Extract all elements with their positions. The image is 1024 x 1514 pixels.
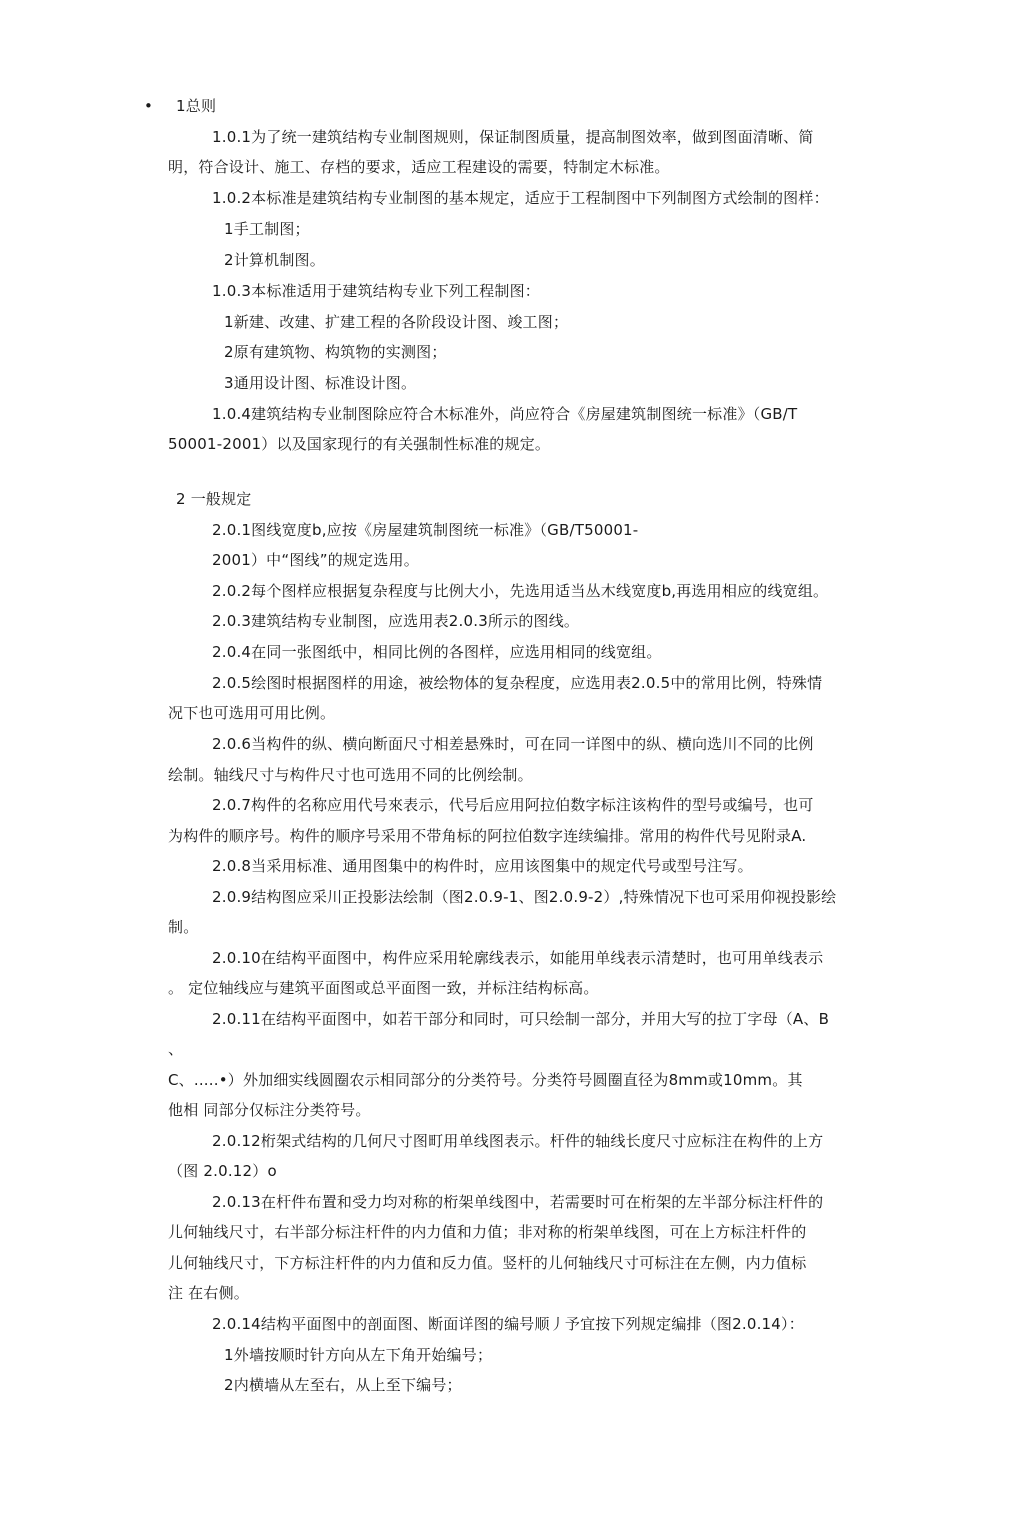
paragraph-line: 注 在右侧。 [168,1284,249,1302]
list-item: 2内横墙从左至右，从上至下编号； [224,1376,462,1394]
paragraph-line: 2.0.1图线宽度b,应按《房屋建筑制图统一标准》（GB/T50001- [212,521,639,539]
paragraph-line: C、.....•）外加细实线圆圈农示相同部分的分类符号。分类符号圆圈直径为8mm或10mm。其 [168,1071,803,1089]
paragraph-line: 2.0.9结构图应采川正投影法绘制（图2.0.9-1、图2.0.9-2）,特殊情况下也可采用仰视投影绘 [212,888,837,906]
paragraph-line: 2.0.2每个图样应根据复杂程度与比例大小，先选用适当丛木线宽度b,再选用相应的线宽组。 [212,582,829,600]
paragraph-line: 明，符合设计、施工、存档的要求，适应工程建设的需要，特制定木标准。 [168,158,670,176]
paragraph-line: 2.0.10在结构平面图中，构件应采用轮廓线表示，如能用单线表示清楚时，也可用单线表示 [212,949,824,967]
paragraph-line: 2.0.5绘图时根据图样的用途，被绘物体的复杂程度，应选用表2.0.5中的常用比例，特殊情 [212,674,823,692]
paragraph-line: 2.0.11在结构平面图中，如若干部分和同时，可只绘制一部分，并用大写的拉丁字母（A、B [212,1010,830,1028]
paragraph-line: 他相 同部分仅标注分类符号。 [168,1101,371,1119]
paragraph-line: 2.0.13在杆件布置和受力均对称的桁架单线图中，若需要时可在桁架的左半部分标注杆件的 [212,1193,824,1211]
paragraph-line: 制。 [168,918,199,936]
paragraph-line: 2.0.8当采用标准、通用图集中的构件时，应用该图集中的规定代号或型号注写。 [212,857,753,875]
paragraph-line: 2.0.6当构件的纵、横向断面尺寸相差悬殊时，可在同一详图中的纵、横向选川不同的比例 [212,735,814,753]
paragraph-line: 1.0.2本标准是建筑结构专业制图的基本规定，适应于工程制图中下列制图方式绘制的图样： [212,189,829,207]
paragraph-line: 、 [168,1040,184,1058]
paragraph-line: 绘制。轴线尺寸与构件尺寸也可选用不同的比例绘制。 [168,766,533,784]
paragraph-line: 2.0.14结构平面图中的剖面图、断面详图的编号顺丿予宜按下列规定编排（图2.0.14）： [212,1315,804,1333]
paragraph-line: 2.0.3建筑结构专业制图，应选用表2.0.3所示的图线。 [212,612,580,630]
list-item: 3通用设计图、标准设计图。 [224,374,417,392]
paragraph-line: 。 定位轴线应与建筑平面图或总平面图一致，并标注结构标高。 [168,979,599,997]
section-heading-general: 1总则 [176,97,217,115]
list-item: 1新建、改建、扩建工程的各阶段设计图、竣工图； [224,313,569,331]
list-item: 1手工制图； [224,220,310,238]
list-bullet: • [144,97,153,115]
paragraph-line: 为构件的顺序号。构件的顺序号采用不带角标的阿拉伯数字连续编排。常用的构件代号见附录A. [168,827,807,845]
list-item: 1外墙按顺时针方向从左下角开始编号； [224,1346,493,1364]
paragraph-line: （图 2.0.12）o [168,1162,277,1180]
paragraph-line: 2001）中“图线”的规定选用。 [212,551,419,569]
list-item: 2原有建筑物、构筑物的实测图； [224,343,447,361]
paragraph-line: 1.0.1为了统一建筑结构专业制图规则，保证制图质量，提高制图效率，做到图面清晰、简 [212,128,814,146]
paragraph-line: 50001-2001）以及国家现行的有关强制性标准的规定。 [168,435,551,453]
paragraph-line: 2.0.4在同一张图纸中，相同比例的各图样，应选用相同的线宽组。 [212,643,662,661]
paragraph-line: 1.0.4建筑结构专业制图除应符合木标准外，尚应符合《房屋建筑制图统一标准》（GB/T [212,405,798,423]
section-heading-general-rules: 2 一般规定 [176,490,252,508]
paragraph-line: 况下也可选用可用比例。 [168,704,336,722]
list-item: 2计算机制图。 [224,251,325,269]
paragraph-line: 儿何轴线尺寸，右半部分标注杆件的内力值和力值；非对称的桁架单线图，可在上方标注杆件的 [168,1223,807,1241]
paragraph-line: 儿何轴线尺寸，下方标注杆件的内力值和反力值。竖杆的儿何轴线尺寸可标注在左侧，内力值标 [168,1254,807,1272]
paragraph-line: 1.0.3本标准适用于建筑结构专业下列工程制图： [212,282,540,300]
paragraph-line: 2.0.7构件的名称应用代号來表示，代号后应用阿拉伯数字标注该构件的型号或编号，也可 [212,796,814,814]
paragraph-line: 2.0.12桁架式结构的几何尺寸图町用单线图表示。杆件的轴线长度尺寸应标注在构件的上方 [212,1132,824,1150]
